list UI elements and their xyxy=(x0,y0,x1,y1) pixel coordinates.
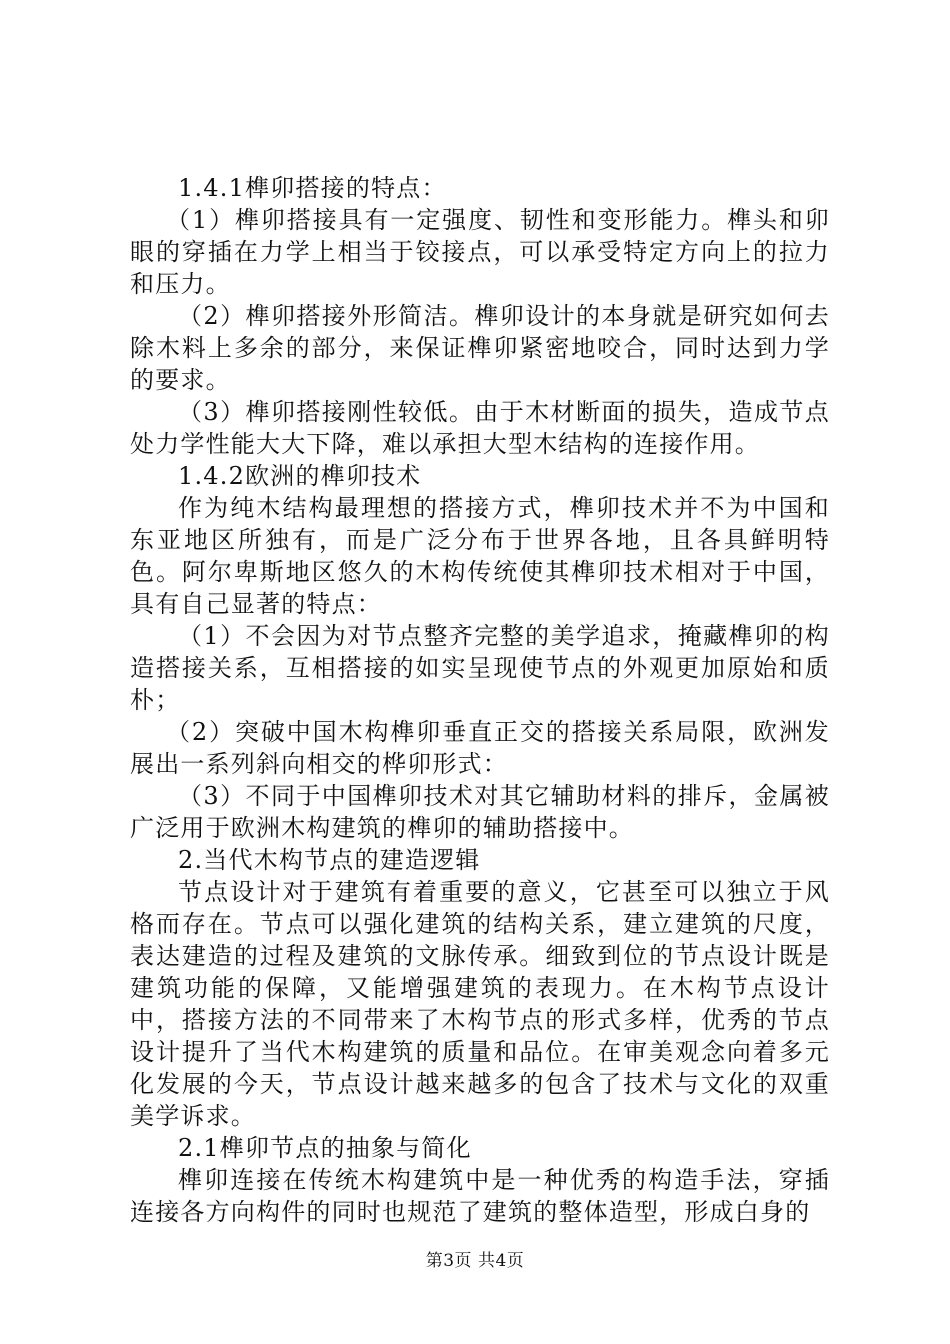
paragraph-node-design: 节点设计对于建筑有着重要的意义，它甚至可以独立于风格而存在。节点可以强化建筑的结构关系，建立建筑的尺度，表达建造的过程及建筑的文脉传承。细致到位的节点设计既是建筑功能的保障，又能增强建筑的表现力。在木构节点设计中，搭接方法的不同带来了木构节点的形式多样，优秀的节点设计提升了当代木构建筑的质量和品位。在审美观念向着多元化发展的今天，节点设计越来越多的包含了技术与文化的双重美学诉求。 xyxy=(130,878,830,1130)
paragraph-item-1: （1）榫卯搭接具有一定强度、韧性和变形能力。榫头和卯眼的穿插在力学上相当于铰接点，可以承受特定方向上的拉力和压力。 xyxy=(130,206,830,298)
page-footer: 第3页 共4页 xyxy=(425,1251,525,1271)
paragraph-europe-2: （2）突破中国木构榫卯垂直正交的搭接关系局限，欧洲发展出一系列斜向相交的桦卯形式： xyxy=(130,718,830,778)
heading-1-4-1: 1.4.1榫卯搭接的特点： xyxy=(178,174,447,202)
paragraph-item-2: （2）榫卯搭接外形简洁。榫卯设计的本身就是研究如何去除木料上多余的部分，来保证榫卯紧密地咬合，同时达到力学的要求。 xyxy=(130,302,830,394)
paragraph-mortise-tenon: 榫卯连接在传统木构建筑中是一种优秀的构造手法，穿插连接各方向构件的同时也规范了建筑的整体造型，形成白身的 xyxy=(130,1166,830,1226)
heading-2: 2.当代木构节点的建造逻辑 xyxy=(178,846,481,874)
paragraph-item-3: （3）榫卯搭接刚性较低。由于木材断面的损失，造成节点处力学性能大大下降，难以承担大型木结构的连接作用。 xyxy=(130,398,830,458)
heading-1-4-2: 1.4.2欧洲的榫卯技术 xyxy=(178,462,422,490)
document-body xyxy=(130,172,830,1228)
heading-2-1: 2.1榫卯节点的抽象与简化 xyxy=(178,1134,472,1162)
paragraph-europe-3: （3）不同于中国榫卯技术对其它辅助材料的排斥，金属被广泛用于欧洲木构建筑的榫卯的辅助搭接中。 xyxy=(130,782,830,842)
paragraph-europe-intro: 作为纯木结构最理想的搭接方式，榫卯技术并不为中国和东亚地区所独有，而是广泛分布于世界各地，且各具鲜明特色。阿尔卑斯地区悠久的木构传统使其榫卯技术相对于中国，具有自己显著的特点： xyxy=(130,494,830,618)
paragraph-europe-1: （1）不会因为对节点整齐完整的美学追求，掩藏榫卯的构造搭接关系，互相搭接的如实呈现使节点的外观更加原始和质朴； xyxy=(130,622,830,714)
